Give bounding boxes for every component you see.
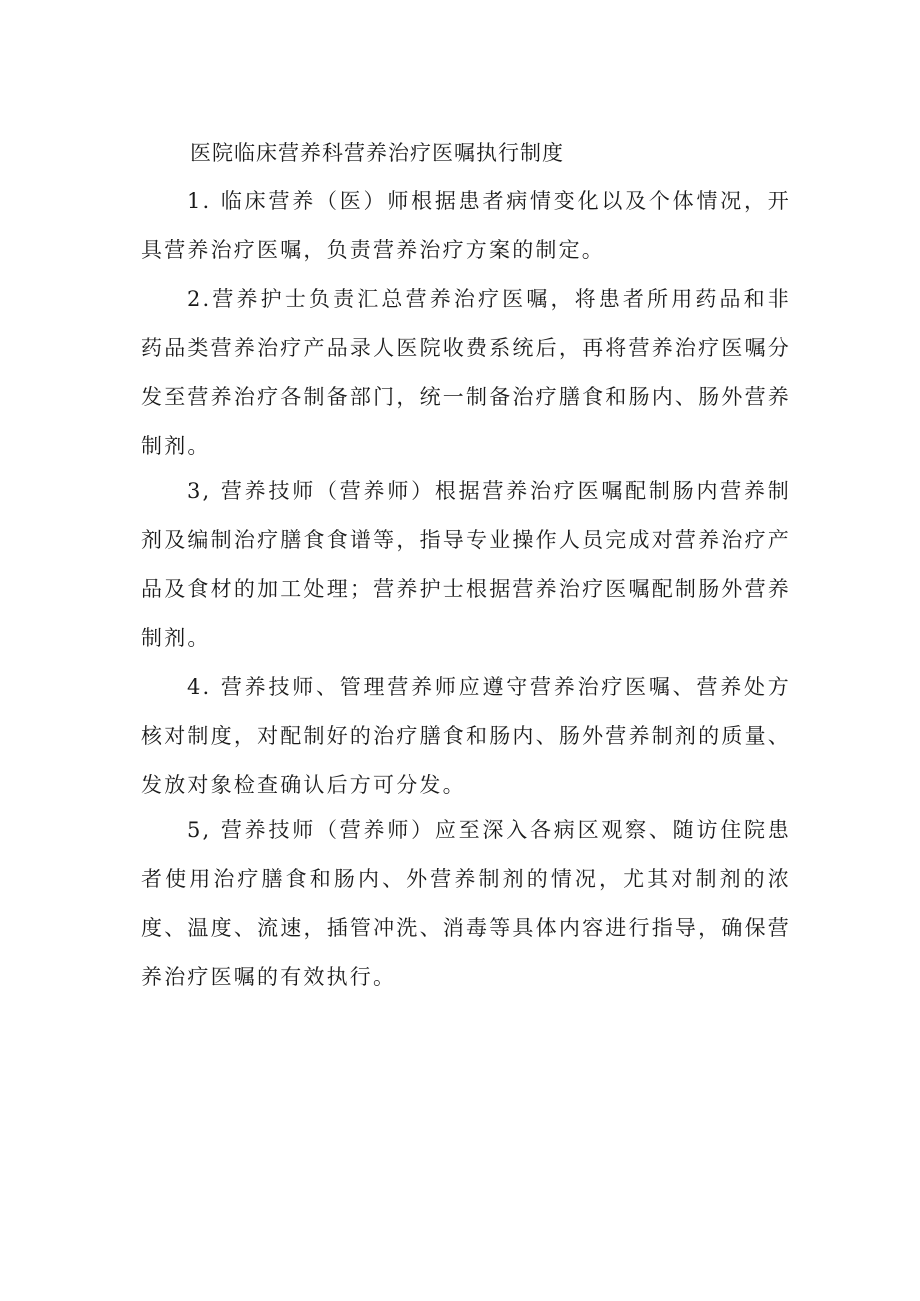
paragraph-3: 3, 营养技师（营养师）根据营养治疗医嘱配制肠内营养制剂及编制治疗膳食食谱等，指导专业操作人员完成对营养治疗产品及食材的加工处理；营养护士根据营养治疗医嘱配制肠外营养制剂。: [141, 479, 791, 650]
paragraph-2: 2.营养护士负责汇总营养治疗医嘱，将患者所用药品和非药品类营养治疗产品录人医院收费系统后，再将营养治疗医嘱分发至营养治疗各制备部门，统一制备治疗膳食和肠内、肠外营养制剂。: [141, 287, 791, 458]
paragraph-1: 1. 临床营养（医）师根据患者病情变化以及个体情况，开具营养治疗医嘱，负责营养治疗方案的制定。: [141, 189, 791, 262]
paragraph-5: 5, 营养技师（营养师）应至深入各病区观察、随访住院患者使用治疗膳食和肠内、外营养制剂的情况，尤其对制剂的浓度、温度、流速，插管冲洗、消毒等具体内容进行指导，确保营养治疗医嘱的有效执行。: [141, 818, 791, 989]
paragraph-4: 4. 营养技师、管理营养师应遵守营养治疗医嘱、营养处方核对制度，对配制好的治疗膳食和肠内、肠外营养制剂的质量、发放对象检查确认后方可分发。: [141, 675, 791, 797]
document-title: 医院临床营养科营养治疗医嘱执行制度: [190, 141, 564, 165]
